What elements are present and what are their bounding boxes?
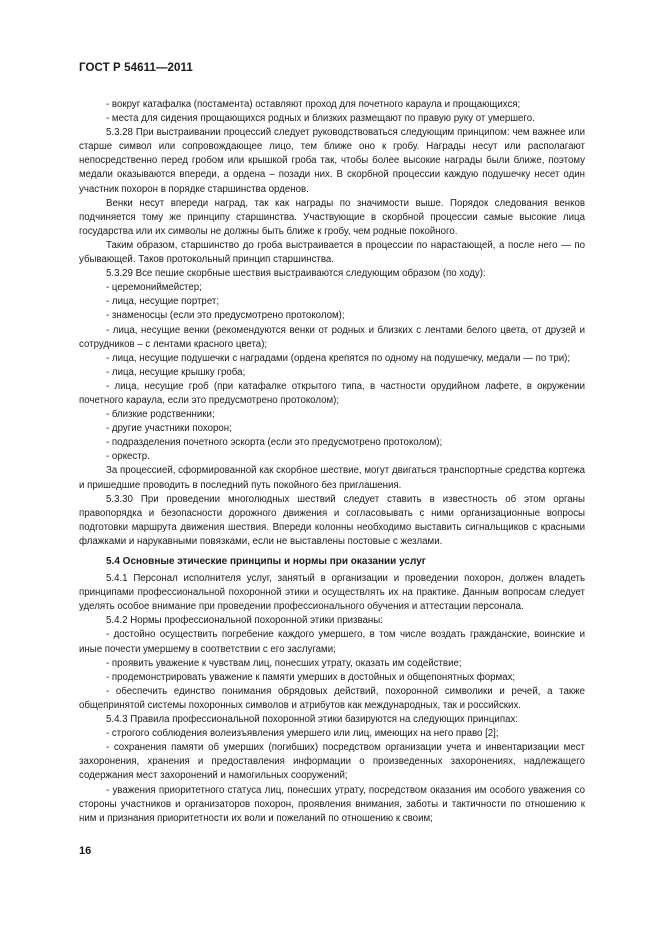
list-item: - подразделения почетного эскорта (если это предусмотрено протоколом); — [106, 437, 443, 449]
paragraph: 5.3.30 При проведении многолюдных шествий следует ставить в известность об этом органы правопорядка и безопасности дорожного движения и согласовывать с ними организационные вопросы подготовки маршрута движения шествия. Впереди колонны необходимо выставить сигнальщиков с красными флажками и нарукавными повязками, если не выставлены постовые с жезлами. — [79, 493, 585, 547]
list-item: - лица, несущие подушечки с наградами (ордена крепятся по одному на подушечку, медали — по три); — [106, 352, 571, 364]
paragraph: 5.3.29 Все пешие скорбные шествия выстраиваются следующим образом (по ходу): — [106, 268, 486, 280]
list-item: - оркестр. — [106, 451, 150, 463]
list-item: - проявить уважение к чувствам лиц, понесших утрату, оказать им содействие; — [106, 657, 462, 669]
list-item: - лица, несущие гроб (при катафалке открытого типа, в частности орудийном лафете, в окружении почетного караула, если это предусмотрено протоколом); — [79, 380, 585, 406]
list-item: - строгого соблюдения волеизъявления умершего или лиц, имеющих на него право [2]; — [106, 728, 499, 740]
list-item: - знаменосцы (если это предусмотрено протоколом); — [106, 310, 345, 322]
list-item: - лица, несущие крышку гроба; — [106, 366, 246, 378]
list-item: - лица, несущие венки (рекомендуются венки от родных и близких с лентами белого цвета, от друзей и сотрудников – с лентами красного цвета); — [79, 324, 585, 350]
list-item: - обеспечить единство понимания обрядовых действий, похоронной символики и речей, а также общепринятой системы похоронных символов и атрибутов как международных, так и российских. — [79, 685, 585, 711]
list-item: - лица, несущие портрет; — [106, 296, 220, 308]
document-body — [79, 98, 585, 826]
list-item: - продемонстрировать уважение к памяти умерших в достойных и общепонятных формах; — [106, 671, 516, 683]
list-item: - церемониймейстер; — [106, 282, 202, 294]
section-heading: 5.4 Основные этические принципы и нормы при оказании услуг — [106, 556, 426, 567]
standard-header: ГОСТ Р 54611—2011 — [79, 62, 193, 74]
paragraph: - вокруг катафалка (постамента) оставляют проход для почетного караула и прощающихся; — [106, 99, 521, 110]
paragraph: Венки несут впереди наград, так как награды по значимости выше. Порядок следования венков подчиняется тому же принципу старшинства. Участвующие в скорбной процессии самые высокие лица государства или их символы не должны быть ближе к гробу, чем родные покойного. — [79, 197, 585, 237]
paragraph: Таким образом, старшинство до гроба выстраивается в процессии по нарастающей, а после него — по убывающей. Таков протокольный принцип старшинства. — [79, 239, 585, 266]
list-item: - достойно осуществить погребение каждого умершего, в том числе воздать гражданские, воинские и иные почести умершему в соответствии с его заслугами; — [79, 629, 585, 655]
paragraph: За процессией, сформированной как скорбное шествие, могут двигаться транспортные средства кортежа и пришедшие проводить в последний путь покойного без приглашения. — [79, 465, 585, 491]
paragraph: 5.4.3 Правила профессиональной похоронной этики базируются на следующих принципах: — [106, 714, 518, 726]
paragraph: 5.4.1 Персонал исполнителя услуг, занятый в организации и проведении похорон, должен владеть принципами профессиональной похоронной этики и осуществлять их на практике. Данным вопросам следует уделять особое внимание при проведении профессионального обучения и аттестации персонала. — [79, 573, 585, 613]
list-item: - другие участники похорон; — [106, 423, 232, 435]
paragraph: 5.3.28 При выстраивании процессий следует руководствоваться следующим принципом: чем важнее или старше символ или сопровождающее лицо, тем ближе оно к гробу. Награды несут или располагают непосредственно перед гробом или крышкой гроба так, чтобы более высокие награды были ближе, поэтому медали оказываются впереди, а ордена – позади них. В скорбной процессии каждую подушечку несет один участник похорон в порядке старшинства орденов. — [79, 127, 585, 195]
list-item: - близкие родственники; — [106, 409, 215, 421]
paragraph: - места для сидения прощающихся родных и близких размещают по правую руку от умершего. — [106, 113, 535, 125]
list-item: - уважения приоритетного статуса лиц, понесших утрату, посредством оказания им особого уважения со стороны участников и организаторов похорон, проявления внимания, заботы и тактичности по отношению к ним и признания приоритетности их воли и пожеланий по отношению к своим; — [79, 784, 585, 824]
list-item: - сохранения памяти об умерших (погибших) посредством организации учета и инвентаризации мест захоронения, хранения и предоставления информации о произведенных захоронениях, надлежащего содержания мест захоронений и намогильных сооружений; — [79, 742, 585, 782]
page-number: 16 — [79, 845, 92, 857]
paragraph: 5.4.2 Нормы профессиональной похоронной этики призваны: — [106, 615, 383, 627]
